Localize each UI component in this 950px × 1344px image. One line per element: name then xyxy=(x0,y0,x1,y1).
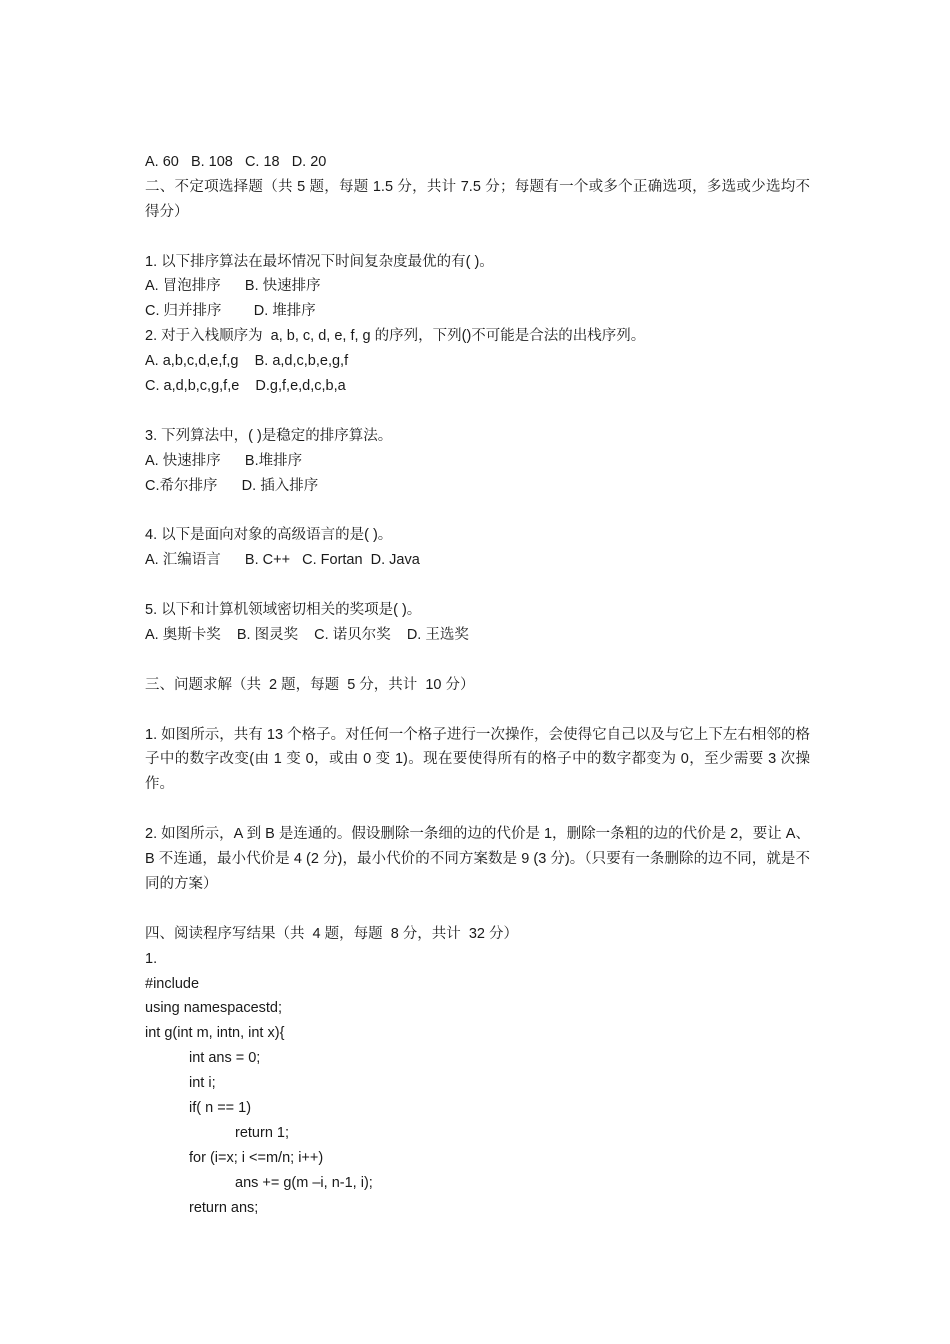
code-line-return-1: return 1; xyxy=(235,1124,289,1141)
question-2-3: 3. 下列算法中，( )是稳定的排序算法。 xyxy=(145,427,393,444)
document-page xyxy=(145,150,810,1220)
question-2-1: 1. 以下排序算法在最坏情况下时间复杂度最优的有( )。 xyxy=(145,253,494,270)
question-2-3-options-c: C.希尔排序 D. 插入排序 xyxy=(145,477,319,494)
question-2-3-options-a: A. 快速排序 B.堆排序 xyxy=(145,452,303,469)
code-line-for: for (i=x; i <=m/n; i++) xyxy=(189,1149,324,1166)
blank-line xyxy=(145,648,810,673)
question-2-5: 5. 以下和计算机领域密切相关的奖项是( )。 xyxy=(145,602,422,619)
blank-line xyxy=(145,797,810,822)
blank-line xyxy=(145,225,810,250)
blank-line xyxy=(145,499,810,524)
question-2-2-options-a: A. a,b,c,d,e,f,g B. a,d,c,b,e,g,f xyxy=(145,353,349,370)
blank-line xyxy=(145,573,810,598)
blank-line xyxy=(145,399,810,424)
question-3-2: 2. 如图所示，A 到 B 是连通的。假设删除一条细的边的代价是 1，删除一条粗的边的代价是 2，要让 A、B 不连通，最小代价是 4 (2 分)，最小代价的不同方案数是 9 (3 分)。（只要有一条删除的边不同，就是不同的方案） xyxy=(145,826,810,892)
section-four-heading: 四、阅读程序写结果（共 4 题，每题 8 分，共计 32 分） xyxy=(145,925,519,942)
code-line-include: #include xyxy=(145,975,200,992)
code-line-ans-decl: int ans = 0; xyxy=(189,1050,261,1067)
question-2-4: 4. 以下是面向对象的高级语言的是( )。 xyxy=(145,527,393,544)
question-3-1: 1. 如图所示，共有 13 个格子。对任何一个格子进行一次操作，会使得它自己以及与它上下左右相邻的格子中的数字改变(由 1 变 0，或由 0 变 1)。现在要使得所有的格子中的数字都变为 0，至少需要 3 次操作。 xyxy=(145,726,810,793)
code-line-accumulate: ans += g(m –i, n-1, i); xyxy=(235,1174,373,1191)
answer-options-line: A. 60 B. 108 C. 18 D. 20 xyxy=(145,154,327,170)
question-2-1-options-a: A. 冒泡排序 B. 快速排序 xyxy=(145,278,321,295)
code-line-if: if( n == 1) xyxy=(189,1099,252,1116)
question-2-2: 2. 对于入栈顺序为 a, b, c, d, e, f, g 的序列，下列()不可能是合法的出栈序列。 xyxy=(145,328,646,345)
question-2-5-options: A. 奥斯卡奖 B. 图灵奖 C. 诺贝尔奖 D. 王选奖 xyxy=(145,626,469,643)
code-line-return-ans: return ans; xyxy=(189,1199,259,1216)
question-2-4-options: A. 汇编语言 B. C++ C. Fortan D. Java xyxy=(145,552,420,569)
question-2-1-options-c: C. 归并排序 D. 堆排序 xyxy=(145,303,316,320)
section-three-heading: 三、问题求解（共 2 题，每题 5 分，共计 10 分） xyxy=(145,676,475,693)
blank-line xyxy=(145,897,810,922)
code-line-using: using namespacestd; xyxy=(145,1000,283,1017)
section-two-heading: 二、不定项选择题（共 5 题，每题 1.5 分，共计 7.5 分；每题有一个或多个正确选项，多选或少选均不得分） xyxy=(145,178,810,220)
code-line-function-signature: int g(int m, intn, int x){ xyxy=(145,1025,285,1042)
blank-line xyxy=(145,698,810,723)
code-line-i-decl: int i; xyxy=(189,1075,216,1092)
program-1-label: 1. xyxy=(145,950,158,967)
question-2-2-options-c: C. a,d,b,c,g,f,e D.g,f,e,d,c,b,a xyxy=(145,378,346,395)
